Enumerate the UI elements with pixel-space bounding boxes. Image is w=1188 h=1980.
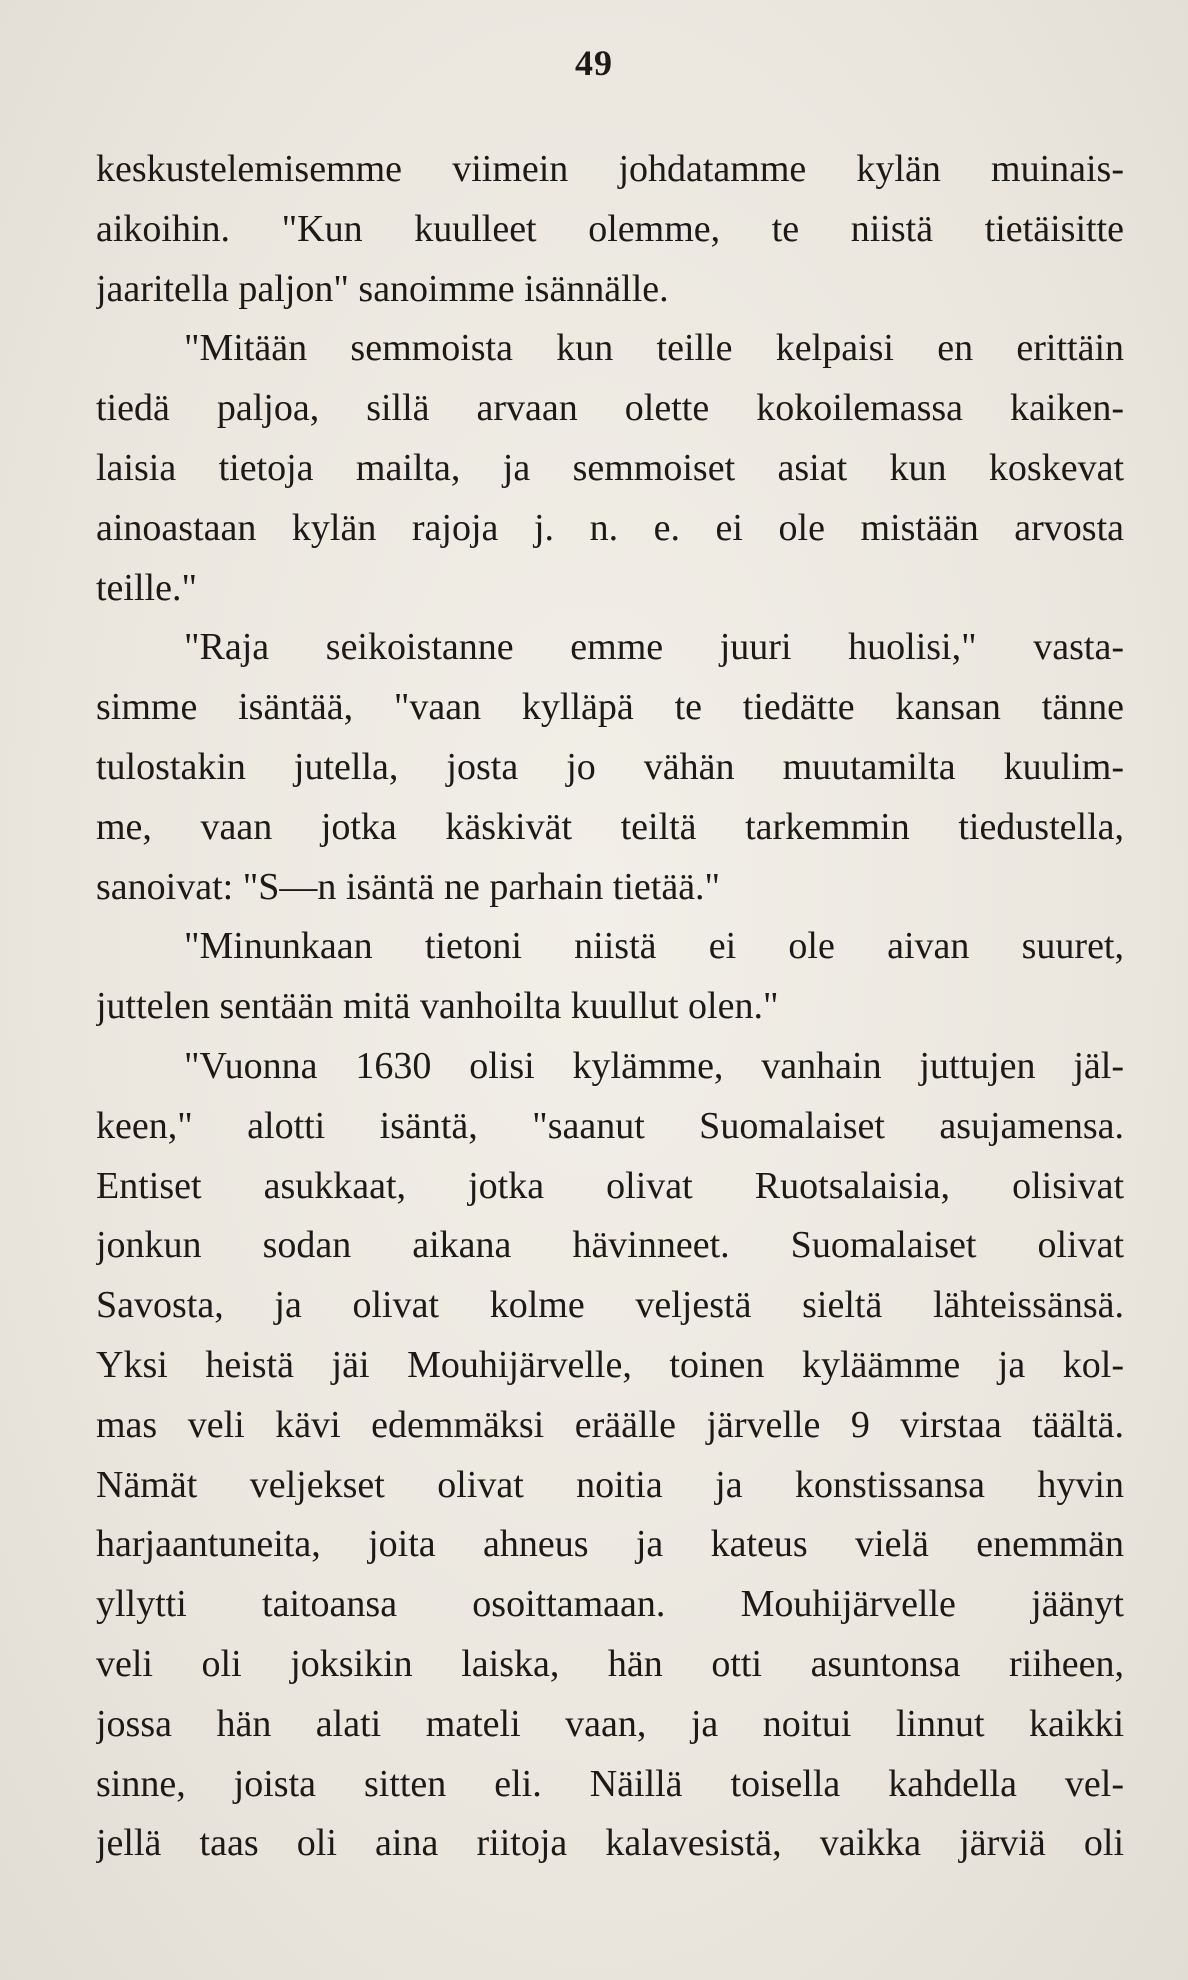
text-line: harjaantuneita, joita ahneus ja kateus vielä enemmän bbox=[96, 1523, 1124, 1566]
page-number: 49 bbox=[575, 43, 613, 83]
text-line: jaaritella paljon" sanoimme isännälle. bbox=[96, 267, 669, 310]
text-line: "Raja seikoistanne emme juuri huolisi," vasta- bbox=[184, 626, 1124, 669]
text-line: simme isäntää, "vaan kylläpä te tiedätte kansan tänne bbox=[96, 686, 1124, 729]
text-line: "Vuonna 1630 olisi kylämme, vanhain juttujen jäl- bbox=[184, 1044, 1124, 1087]
text-line: Entiset asukkaat, jotka olivat Ruotsalaisia, olisivat bbox=[96, 1164, 1124, 1207]
text-line: me, vaan jotka käskivät teiltä tarkemmin tiedustella, bbox=[96, 805, 1124, 848]
text-line: juttelen sentään mitä vanhoilta kuullut olen." bbox=[96, 985, 779, 1028]
body-text bbox=[96, 140, 1124, 1874]
text-line: yllytti taitoansa osoittamaan. Mouhijärvelle jäänyt bbox=[96, 1583, 1124, 1626]
text-line: teille." bbox=[96, 566, 197, 609]
text-line: Yksi heistä jäi Mouhijärvelle, toinen kyläämme ja kol- bbox=[96, 1343, 1124, 1386]
text-line: veli oli joksikin laiska, hän otti asuntonsa riiheen, bbox=[96, 1642, 1124, 1685]
text-line: jellä taas oli aina riitoja kalavesistä, vaikka järviä oli bbox=[96, 1822, 1124, 1865]
text-line: laisia tietoja mailta, ja semmoiset asiat kun koskevat bbox=[96, 446, 1124, 489]
text-line: keskustelemisemme viimein johdatamme kylän muinais- bbox=[96, 148, 1124, 190]
text-line: tiedä paljoa, sillä arvaan olette kokoilemassa kaiken- bbox=[96, 387, 1124, 430]
text-line: ainoastaan kylän rajoja j. n. e. ei ole mistään arvosta bbox=[96, 506, 1124, 549]
text-line: tulostakin jutella, josta jo vähän muutamilta kuulim- bbox=[96, 745, 1124, 788]
text-line: sinne, joista sitten eli. Näillä toisella kahdella vel- bbox=[96, 1762, 1124, 1805]
text-line: "Minunkaan tietoni niistä ei ole aivan suuret, bbox=[184, 925, 1124, 968]
text-line: mas veli kävi edemmäksi eräälle järvelle 9 virstaa täältä. bbox=[96, 1403, 1124, 1446]
text-line: "Mitään semmoista kun teille kelpaisi en erittäin bbox=[184, 327, 1124, 370]
text-line: Nämät veljekset olivat noitia ja konstissansa hyvin bbox=[96, 1463, 1124, 1506]
text-line: jossa hän alati mateli vaan, ja noitui linnut kaikki bbox=[96, 1702, 1124, 1745]
text-line: keen," alotti isäntä, "saanut Suomalaiset asujamensa. bbox=[96, 1104, 1124, 1147]
text-line: aikoihin. "Kun kuulleet olemme, te niistä tietäisitte bbox=[96, 207, 1124, 250]
text-line: jonkun sodan aikana hävinneet. Suomalaiset olivat bbox=[96, 1224, 1124, 1267]
text-line: Savosta, ja olivat kolme veljestä sieltä lähteissänsä. bbox=[96, 1284, 1124, 1327]
text-line: sanoivat: "S—n isäntä ne parhain tietää." bbox=[96, 865, 721, 908]
